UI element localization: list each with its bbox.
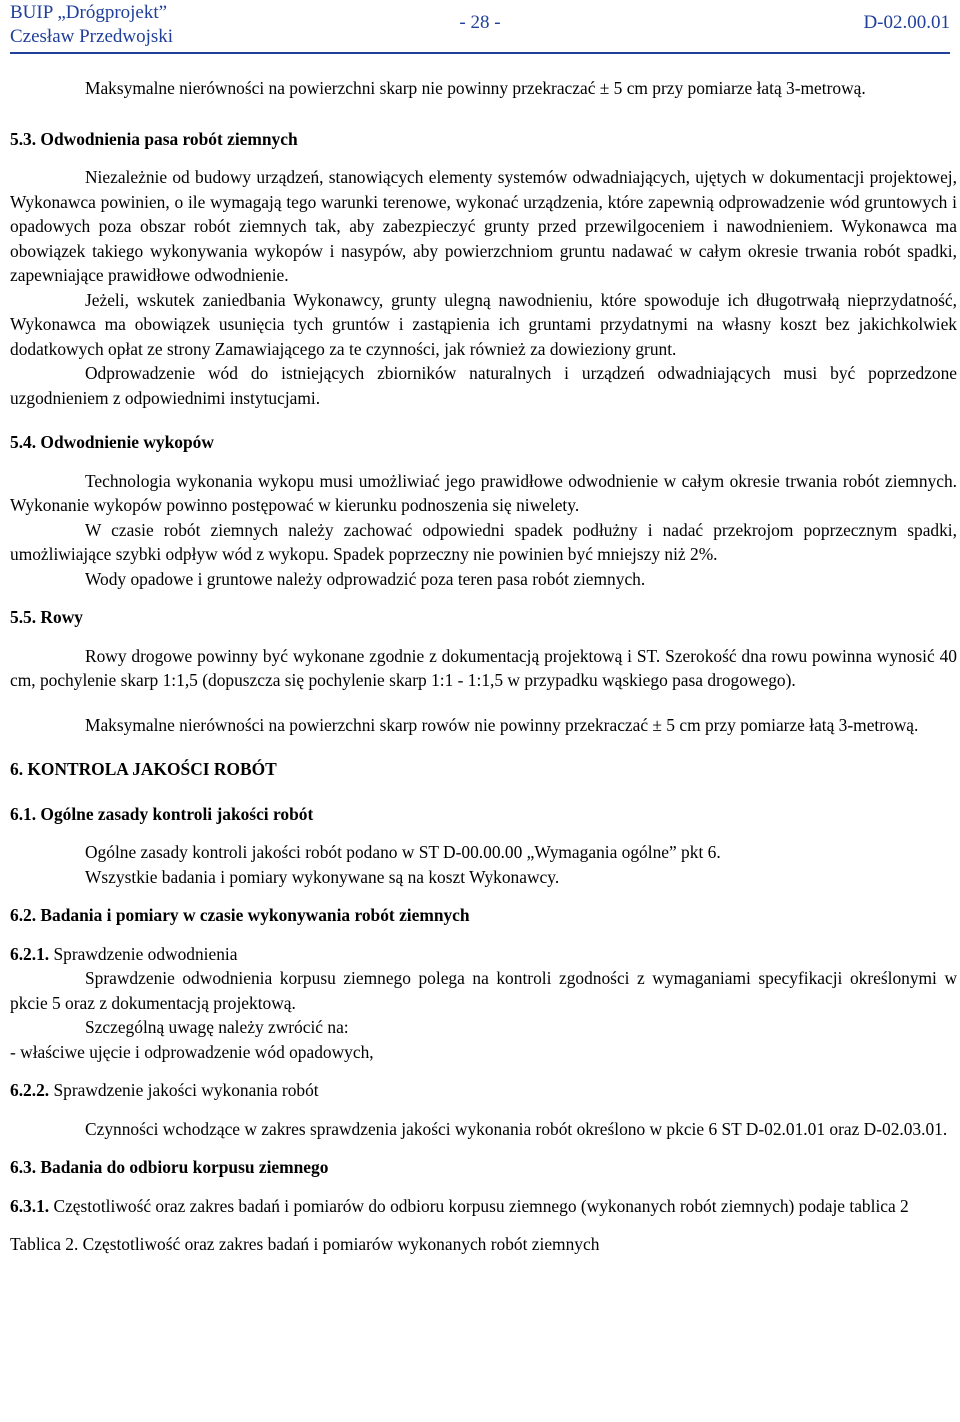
- heading-6-3: 6.3. Badania do odbioru korpusu ziemnego: [10, 1157, 329, 1177]
- heading-6-3-1-number: 6.3.1.: [10, 1195, 50, 1216]
- heading-5-3: 5.3. Odwodnienia pasa robót ziemnych: [10, 128, 298, 149]
- header-divider: [10, 52, 950, 54]
- paragraph-6-2-1-c: - właściwe ujęcie i odprowadzenie wód opadowych,: [10, 1041, 374, 1062]
- table-caption: Tablica 2. Częstotliwość oraz zakres badań i pomiarów wykonanych robót ziemnych: [10, 1234, 600, 1254]
- heading-6-3-1-text: Częstotliwość oraz zakres badań i pomiarów do odbioru korpusu ziemnego (wykonanych robót ziemnych) podaje tablica 2: [49, 1195, 909, 1216]
- paragraph-5-3-b: Jeżeli, wskutek zaniedbania Wykonawcy, grunty ulegną nawodnieniu, które spowoduje ich długotrwałą nieprzydatność, Wykonawca ma obowiązek usunięcia tych gruntów i zastąpienia ich gruntami przydatnymi na własny koszt bez jakichkolwiek dodatkowych opłat ze strony Zamawiającego za te czynności, jak również za dowieziony grunt.: [10, 289, 957, 359]
- heading-5-5: 5.5. Rowy: [10, 607, 83, 627]
- heading-6-2-1: [10, 942, 957, 967]
- heading-5-4: 5.4. Odwodnienie wykopów: [10, 432, 214, 452]
- page-header: [0, 0, 960, 50]
- heading-6-2: 6.2. Badania i pomiary w czasie wykonywania robót ziemnych: [10, 905, 470, 925]
- paragraph-5-3-a: Niezależnie od budowy urządzeń, stanowiących elementy systemów odwadniających, ujętych w dokumentacji projektowej, Wykonawca powinien, o ile wymagają tego warunki terenowe, wykonać urządzenia, które zapewnią odprowadzenie wód gruntowych i opadowych poza obszar robót ziemnych tak, aby zabezpieczyć grunty przed przewilgoceniem i nawodnieniem. Wykonawca ma obowiązek takiego wykonywania wykopów i nasypów, aby powierzchniom gruntu nadawać w całym okresie trwania robót spadki, zapewniające prawidłowe odwodnienie.: [10, 167, 957, 285]
- paragraph-5-3-c: Odprowadzenie wód do istniejących zbiorników naturalnych i urządzeń odwadniających musi być poprzedzone uzgodnieniem z odpowiednimi instytucjami.: [10, 363, 957, 408]
- paragraph-intro: Maksymalne nierówności na powierzchni skarp nie powinny przekraczać ± 5 cm przy pomiarze łatą 3-metrową.: [85, 78, 866, 98]
- paragraph-6-2-1-b: Szczególną uwagę należy zwrócić na:: [85, 1017, 349, 1037]
- header-company: BUIP „Drógprojekt”: [10, 2, 168, 23]
- heading-6-2-2-number: 6.2.2.: [10, 1080, 50, 1100]
- paragraph-5-4-c: Wody opadowe i gruntowe należy odprowadzić poza teren pasa robót ziemnych.: [85, 568, 646, 589]
- header-author: Czesław Przedwojski: [10, 26, 174, 47]
- paragraph-6-2-2-a: Czynności wchodzące w zakres sprawdzenia jakości wykonania robót określono w pkcie 6 ST D-02.01.01 oraz D-02.03.01.: [85, 1118, 948, 1139]
- heading-6-1: 6.1. Ogólne zasady kontroli jakości robót: [10, 803, 314, 824]
- paragraph-5-4-b: W czasie robót ziemnych należy zachować odpowiedni spadek podłużny i nadać przekrojom poprzecznym spadki, umożliwiające szybki odpływ wód z wykopu. Spadek poprzeczny nie powinien być mniejszy niż 2%.: [10, 519, 957, 564]
- document-body: [10, 76, 957, 1257]
- paragraph-6-1-a: Ogólne zasady kontroli jakości robót podano w ST D-00.00.00 „Wymagania ogólne” pkt 6.: [85, 842, 721, 862]
- paragraph-5-5-a: Rowy drogowe powinny być wykonane zgodnie z dokumentacją projektową i ST. Szerokość dna rowu powinna wynosić 40 cm, pochylenie skarp 1:1,5 (dopuszcza się pochylenie skarp 1:1 - 1:1,5 w przypadku wąskiego pasa drogowego).: [10, 645, 957, 690]
- document-code: D-02.00.01: [863, 12, 950, 33]
- heading-6-2-1-text: Sprawdzenie odwodnienia: [49, 943, 238, 964]
- paragraph-5-4-a: Technologia wykonania wykopu musi umożliwiać jego prawidłowe odwodnienie w całym okresie trwania robót ziemnych. Wykonanie wykopów powinno postępować w kierunku podnoszenia się niwelety.: [10, 470, 957, 515]
- paragraph-5-5-b: Maksymalne nierówności na powierzchni skarp rowów nie powinny przekraczać ± 5 cm przy pomiarze łatą 3-metrową.: [85, 714, 919, 735]
- heading-6-2-1-number: 6.2.1.: [10, 943, 50, 964]
- heading-6: 6. KONTROLA JAKOŚCI ROBÓT: [10, 759, 277, 779]
- paragraph-6-1-b: Wszystkie badania i pomiary wykonywane są na koszt Wykonawcy.: [85, 866, 560, 887]
- page-number: - 28 -: [459, 12, 501, 33]
- paragraph-6-2-1-a: Sprawdzenie odwodnienia korpusu ziemnego polega na kontroli zgodności z wymaganiami specyfikacji określonymi w pkcie 5 oraz z dokumentacją projektową.: [10, 968, 957, 1013]
- heading-6-2-2: [10, 1078, 957, 1103]
- heading-6-2-2-text: Sprawdzenie jakości wykonania robót: [49, 1080, 319, 1100]
- heading-6-3-1: [10, 1194, 957, 1219]
